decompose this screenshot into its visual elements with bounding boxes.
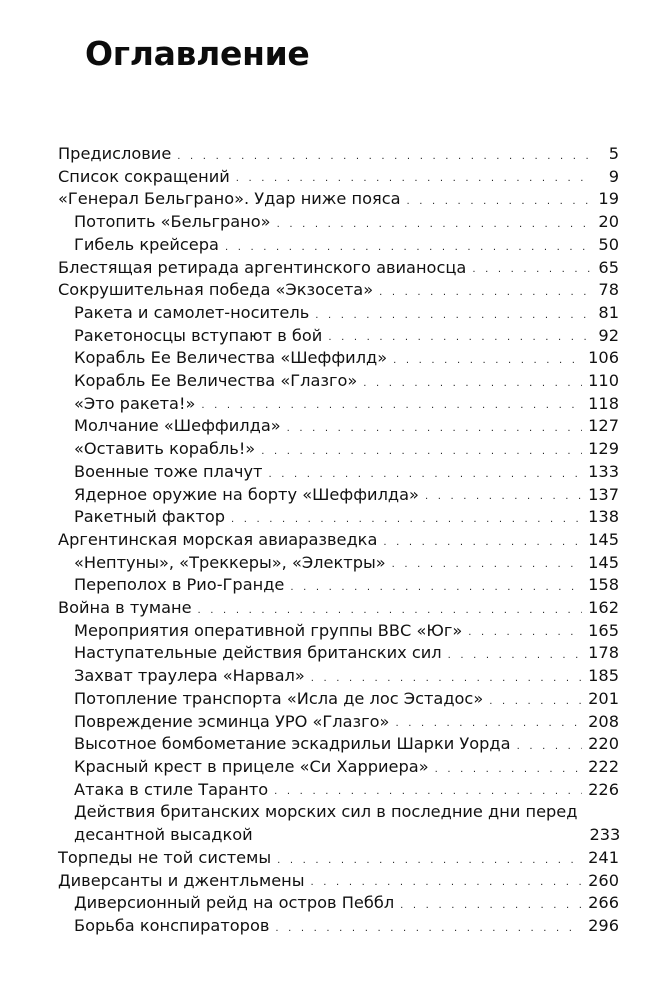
toc-entry-title-text: Молчание «Шеффилда» [74,416,281,436]
toc-page-number: 165 [588,620,619,640]
dot-leader [400,901,582,911]
toc-entry-title [58,529,377,552]
toc-entry-title-text: Блестящая ретирада аргентинского авианосца [58,257,467,277]
toc-entry-title [74,438,255,461]
toc-entry-title-text: Ядерное оружие на борту «Шеффилда» [74,484,419,504]
dot-leader [517,742,583,752]
toc-entry[interactable] [58,779,619,802]
toc-entry-title-text: «Нептуны», «Треккеры», «Электры» [74,552,386,572]
dot-leader [315,311,591,321]
toc-page-number: 78 [598,280,619,300]
toc-entry-title [74,779,268,802]
toc-entry[interactable] [58,461,619,484]
dot-leader [287,424,582,434]
toc-entry[interactable] [58,552,619,575]
toc-entry[interactable] [58,892,619,915]
toc-entry-title [58,257,466,280]
dot-leader [236,174,591,184]
dot-leader [379,288,591,298]
dot-leader [268,470,582,480]
toc-page-number: 65 [598,257,619,277]
toc-entry-title [74,688,483,711]
toc-entry[interactable] [58,279,619,302]
dot-leader [275,924,582,934]
toc-entry[interactable] [58,733,619,756]
toc-entry-title-text: Повреждение эсминца УРО «Глазго» [74,711,390,731]
toc-entry-title-text: Ракета и самолет-носитель [74,302,310,322]
toc-entry-title [58,597,192,620]
toc-page-number: 296 [588,915,619,935]
dot-leader [177,152,591,162]
toc-entry-title-text: Захват траулера «Нарвал» [74,666,305,686]
toc-entry[interactable] [58,211,619,234]
toc-entry-title-text: Диверсанты и джентльмены [58,870,305,890]
toc-entry-title-text: Атака в стиле Таранто [74,779,269,799]
toc-page-number: 133 [588,461,619,481]
toc-entry-title [58,870,305,893]
dot-leader [468,628,582,638]
toc-entry[interactable] [58,665,619,688]
toc-entry-title [74,711,389,734]
toc-entry[interactable] [58,325,619,348]
toc-entry-title [58,143,171,166]
toc-entry[interactable] [58,711,619,734]
toc-entry-title [58,188,401,211]
dot-leader [395,719,582,729]
toc-entry[interactable] [58,188,619,211]
toc-page-number: 145 [588,529,619,549]
toc-page-number: 137 [588,484,619,504]
toc-entry-title [74,393,195,416]
toc-entry-title-text: «Оставить корабль!» [74,439,256,459]
toc-entry[interactable] [58,529,619,552]
toc-entry-title-text: Гибель крейсера [74,234,219,254]
toc-page-number: 266 [588,893,619,913]
toc-page-number: 220 [588,734,619,754]
toc-page-number: 81 [598,302,619,322]
dot-leader [290,583,582,593]
toc-entry-title-text: Переполох в Рио-Гранде [74,575,285,595]
toc-entry-title [74,642,442,665]
toc-entry[interactable] [58,642,619,665]
toc-page-number: 241 [588,847,619,867]
toc-page-number: 20 [598,212,619,232]
toc-entry-title-text: Сокрушительная победа «Экзосета» [58,280,374,300]
toc-entry-title-continuation: десантной высадкой [74,825,253,845]
toc-entry[interactable] [58,756,619,779]
toc-entry[interactable] [58,620,619,643]
toc-page-number: 138 [588,507,619,527]
toc-entry-title [74,574,284,597]
dot-leader [274,787,582,797]
toc-entry-title [74,665,305,688]
toc-entry[interactable] [58,438,619,461]
toc-page-number: 185 [588,666,619,686]
toc-entry-title-text: Борьба конспираторов [74,915,270,935]
toc-entry[interactable] [58,257,619,280]
toc-entry-title-text: «Генерал Бельграно». Удар ниже пояса [58,189,401,209]
toc-entry-title [74,733,511,756]
dot-leader [472,265,591,275]
toc-entry-title-text: Мероприятия оперативной группы ВВС «Юг» [74,620,463,640]
toc-entry-title-text: «Это ракета!» [74,393,196,413]
toc-page-number: 260 [588,870,619,890]
toc-entry[interactable] [58,506,619,529]
toc-page-number: 226 [588,779,619,799]
toc-entry-title-text: Аргентинская морская авиаразведка [58,529,378,549]
toc-page-number: 127 [588,416,619,436]
toc-entry-title-text: Ракетный фактор [74,507,226,527]
toc-entry-title-text: Предисловие [58,144,172,163]
toc-entry[interactable] [58,166,619,189]
toc-page-number: 110 [588,371,619,391]
dot-leader [231,515,582,525]
toc-entry[interactable] [58,143,619,166]
toc-entry[interactable] [58,302,619,325]
dot-leader [425,492,582,502]
toc-entry-title-text: Список сокращений [58,166,230,186]
toc-entry-title [58,166,230,189]
toc-entry-title-text: Наступательные действия британских сил [74,643,442,663]
toc-entry-title-text: Диверсионный рейд на остров Пеббл [74,893,395,913]
toc-page-number: 50 [598,234,619,254]
toc-entry-title-text: Война в тумане [58,598,192,618]
toc-entry-title-text: Красный крест в прицеле «Си Харриера» [74,756,429,776]
toc-entry-title [74,415,281,438]
toc-entry[interactable] [58,234,619,257]
dot-leader [277,220,591,230]
toc-entry-title-text: Торпеды не той системы [58,847,272,867]
toc-entry[interactable] [58,574,619,597]
toc-entry-title-text: Военные тоже плачут [74,461,263,481]
toc-entry[interactable] [58,801,619,846]
toc-entry-title [74,325,322,348]
toc-entry-title [74,801,577,846]
toc-entry[interactable] [58,915,619,938]
toc-page-number: 5 [608,144,619,163]
toc-page-number: 19 [598,189,619,209]
toc-page-number: 222 [588,756,619,776]
toc-entry[interactable] [58,415,619,438]
dot-leader [328,333,591,343]
toc-entry-title-text: Потопление транспорта «Исла де лос Эстадос» [74,688,484,708]
toc-entry-title [74,302,309,325]
dot-leader [448,651,582,661]
toc-page-number: 208 [588,711,619,731]
toc-entry-title [74,552,386,575]
toc-page-number: 201 [588,688,619,708]
toc-entry[interactable] [58,847,619,870]
dot-leader [392,560,582,570]
toc-entry-title-text: Ракетоносцы вступают в бой [74,325,323,345]
toc-entry-title [74,506,225,529]
toc-entry-title-text: Высотное бомбометание эскадрильи Шарки Уорда [74,734,511,754]
toc-entry-title [58,847,271,870]
toc-entry-title [74,461,262,484]
table-of-contents [58,143,619,938]
toc-entry-title [74,915,269,938]
toc-page-number: 9 [608,166,619,186]
toc-entry[interactable] [58,370,619,393]
toc-page-number: 162 [588,598,619,618]
dot-leader [311,674,582,684]
toc-page-number: 145 [588,552,619,572]
toc-entry-title [58,279,373,302]
toc-page-number: 106 [588,348,619,368]
page-title: Оглавление [85,34,310,73]
dot-leader [261,447,582,457]
toc-entry[interactable] [58,484,619,507]
toc-entry[interactable] [58,870,619,893]
toc-entry[interactable] [58,347,619,370]
toc-entry-title-text: Корабль Ее Величества «Глазго» [74,371,358,391]
dot-leader [435,765,582,775]
toc-entry-title [74,892,394,915]
toc-page-number: 129 [588,439,619,459]
toc-entry-title [74,211,271,234]
toc-entry-title-text: Действия британских морских сил в последние дни перед [74,802,578,822]
toc-entry-title [74,484,419,507]
dot-leader [225,243,591,253]
dot-leader [407,197,591,207]
dot-leader [383,538,582,548]
toc-entry-title [74,620,462,643]
toc-entry-title-text: Потопить «Бельграно» [74,212,271,232]
dot-leader [277,856,582,866]
toc-page-number: 92 [598,325,619,345]
dot-leader [489,697,582,707]
dot-leader [198,606,583,616]
toc-page-number: 178 [588,643,619,663]
toc-entry-title [74,234,219,257]
toc-page-number: 233 [589,825,621,845]
toc-entry[interactable] [58,688,619,711]
toc-entry-title [74,347,387,370]
toc-entry-title-text: Корабль Ее Величества «Шеффилд» [74,348,388,368]
toc-page-number: 158 [588,575,619,595]
toc-page-number: 118 [588,393,619,413]
dot-leader [201,401,582,411]
dot-leader [393,356,582,366]
dot-leader [363,379,582,389]
toc-entry[interactable] [58,597,619,620]
toc-entry-title [74,756,429,779]
dot-leader [311,878,583,888]
toc-entry-title [74,370,357,393]
toc-entry[interactable] [58,393,619,416]
